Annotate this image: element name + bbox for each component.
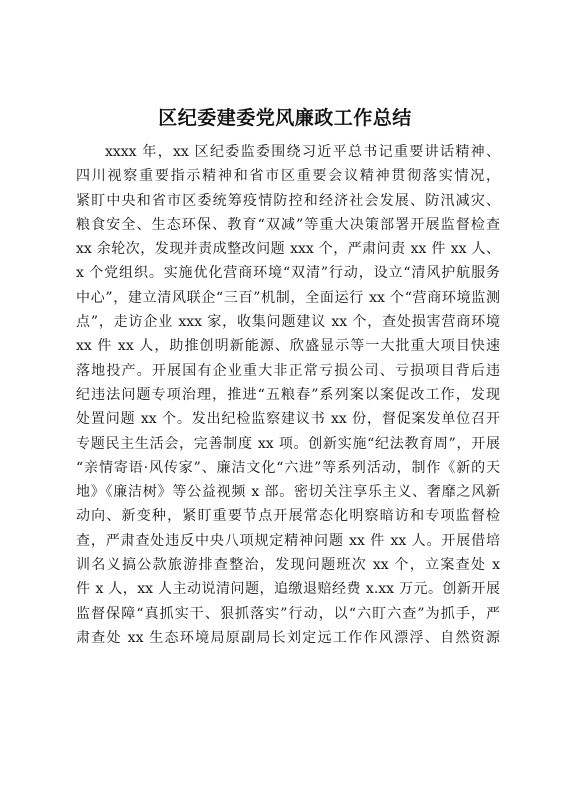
paragraph-line: 动向、新变种，紧盯重要节点开展常态化明察暗访和专项监督检 <box>76 508 500 525</box>
document-title: 区纪委建委党风廉政工作总结 <box>158 107 412 129</box>
paragraph-line: 点”，走访企业 xxx 家，收集问题建议 xx 个，查处损害营商环境 <box>76 314 500 331</box>
paragraph-line: x 个党组织。实施优化营商环境“双清”行动，设立“清风护航服务 <box>76 265 500 282</box>
paragraph-line: 四川视察重要指示精神和省市区重要会议精神贯彻落实情况， <box>76 168 500 185</box>
paragraph-line: 专题民主生活会，完善制度 xx 项。创新实施“纪法教育周”，开展 <box>76 435 500 452</box>
paragraph-line: xx 件 xx 人，助推创明新能源、欣盛显示等一大批重大项目快速 <box>76 338 500 355</box>
paragraph-line: 训名义搞公款旅游排查整治，发现问题班次 xx 个，立案查处 x <box>76 557 500 574</box>
paragraph-line: 粮食安全、生态环保、教育“双减”等重大决策部署开展监督检查 <box>76 216 500 233</box>
document-body <box>76 140 500 650</box>
paragraph-line: xx 余轮次，发现并责成整改问题 xxx 个，严肃问责 xx 件 xx 人、 <box>76 241 500 258</box>
paragraph-line: 地》《廉洁树》等公益视频 x 部。密切关注享乐主义、奢靡之风新 <box>76 484 500 501</box>
paragraph-line: 监督保障“真抓实干、狠抓落实”行动，以“六盯六查”为抓手，严 <box>76 605 500 622</box>
paragraph-line: 紧盯中央和省市区委统筹疫情防控和经济社会发展、防汛减灾、 <box>76 192 500 209</box>
paragraph-line: xxxx 年，xx 区纪委监委围绕习近平总书记重要讲话精神、 <box>105 144 500 160</box>
paragraph-line: 肃查处 xx 生态环境局原副局长刘定远工作作风漂浮、自然资源 <box>76 629 500 646</box>
paragraph-line: 件 x 人，xx 人主动说清问题，追缴退赔经费 x.xx 万元。创新开展 <box>76 581 500 598</box>
paragraph-line: 查，严肃查处违反中央八项规定精神问题 xx 件 xx 人。开展借培 <box>76 532 500 549</box>
paragraph-line: 落地投产。开展国有企业重大非正常亏损公司、亏损项目背后违 <box>76 362 500 379</box>
paragraph-line: “亲情寄语·风传家”、廉洁文化“六进”等系列活动，制作《新的天 <box>76 459 500 476</box>
paragraph-line: 纪违法问题专项治理，推进“五粮春”系列案以案促改工作，发现 <box>76 386 500 403</box>
paragraph-line: 中心”，建立清风联企“三百”机制，全面运行 xx 个“营商环境监测 <box>76 289 500 306</box>
paragraph-line: 处置问题 xx 个。发出纪检监察建议书 xx 份，督促案发单位召开 <box>76 411 500 428</box>
